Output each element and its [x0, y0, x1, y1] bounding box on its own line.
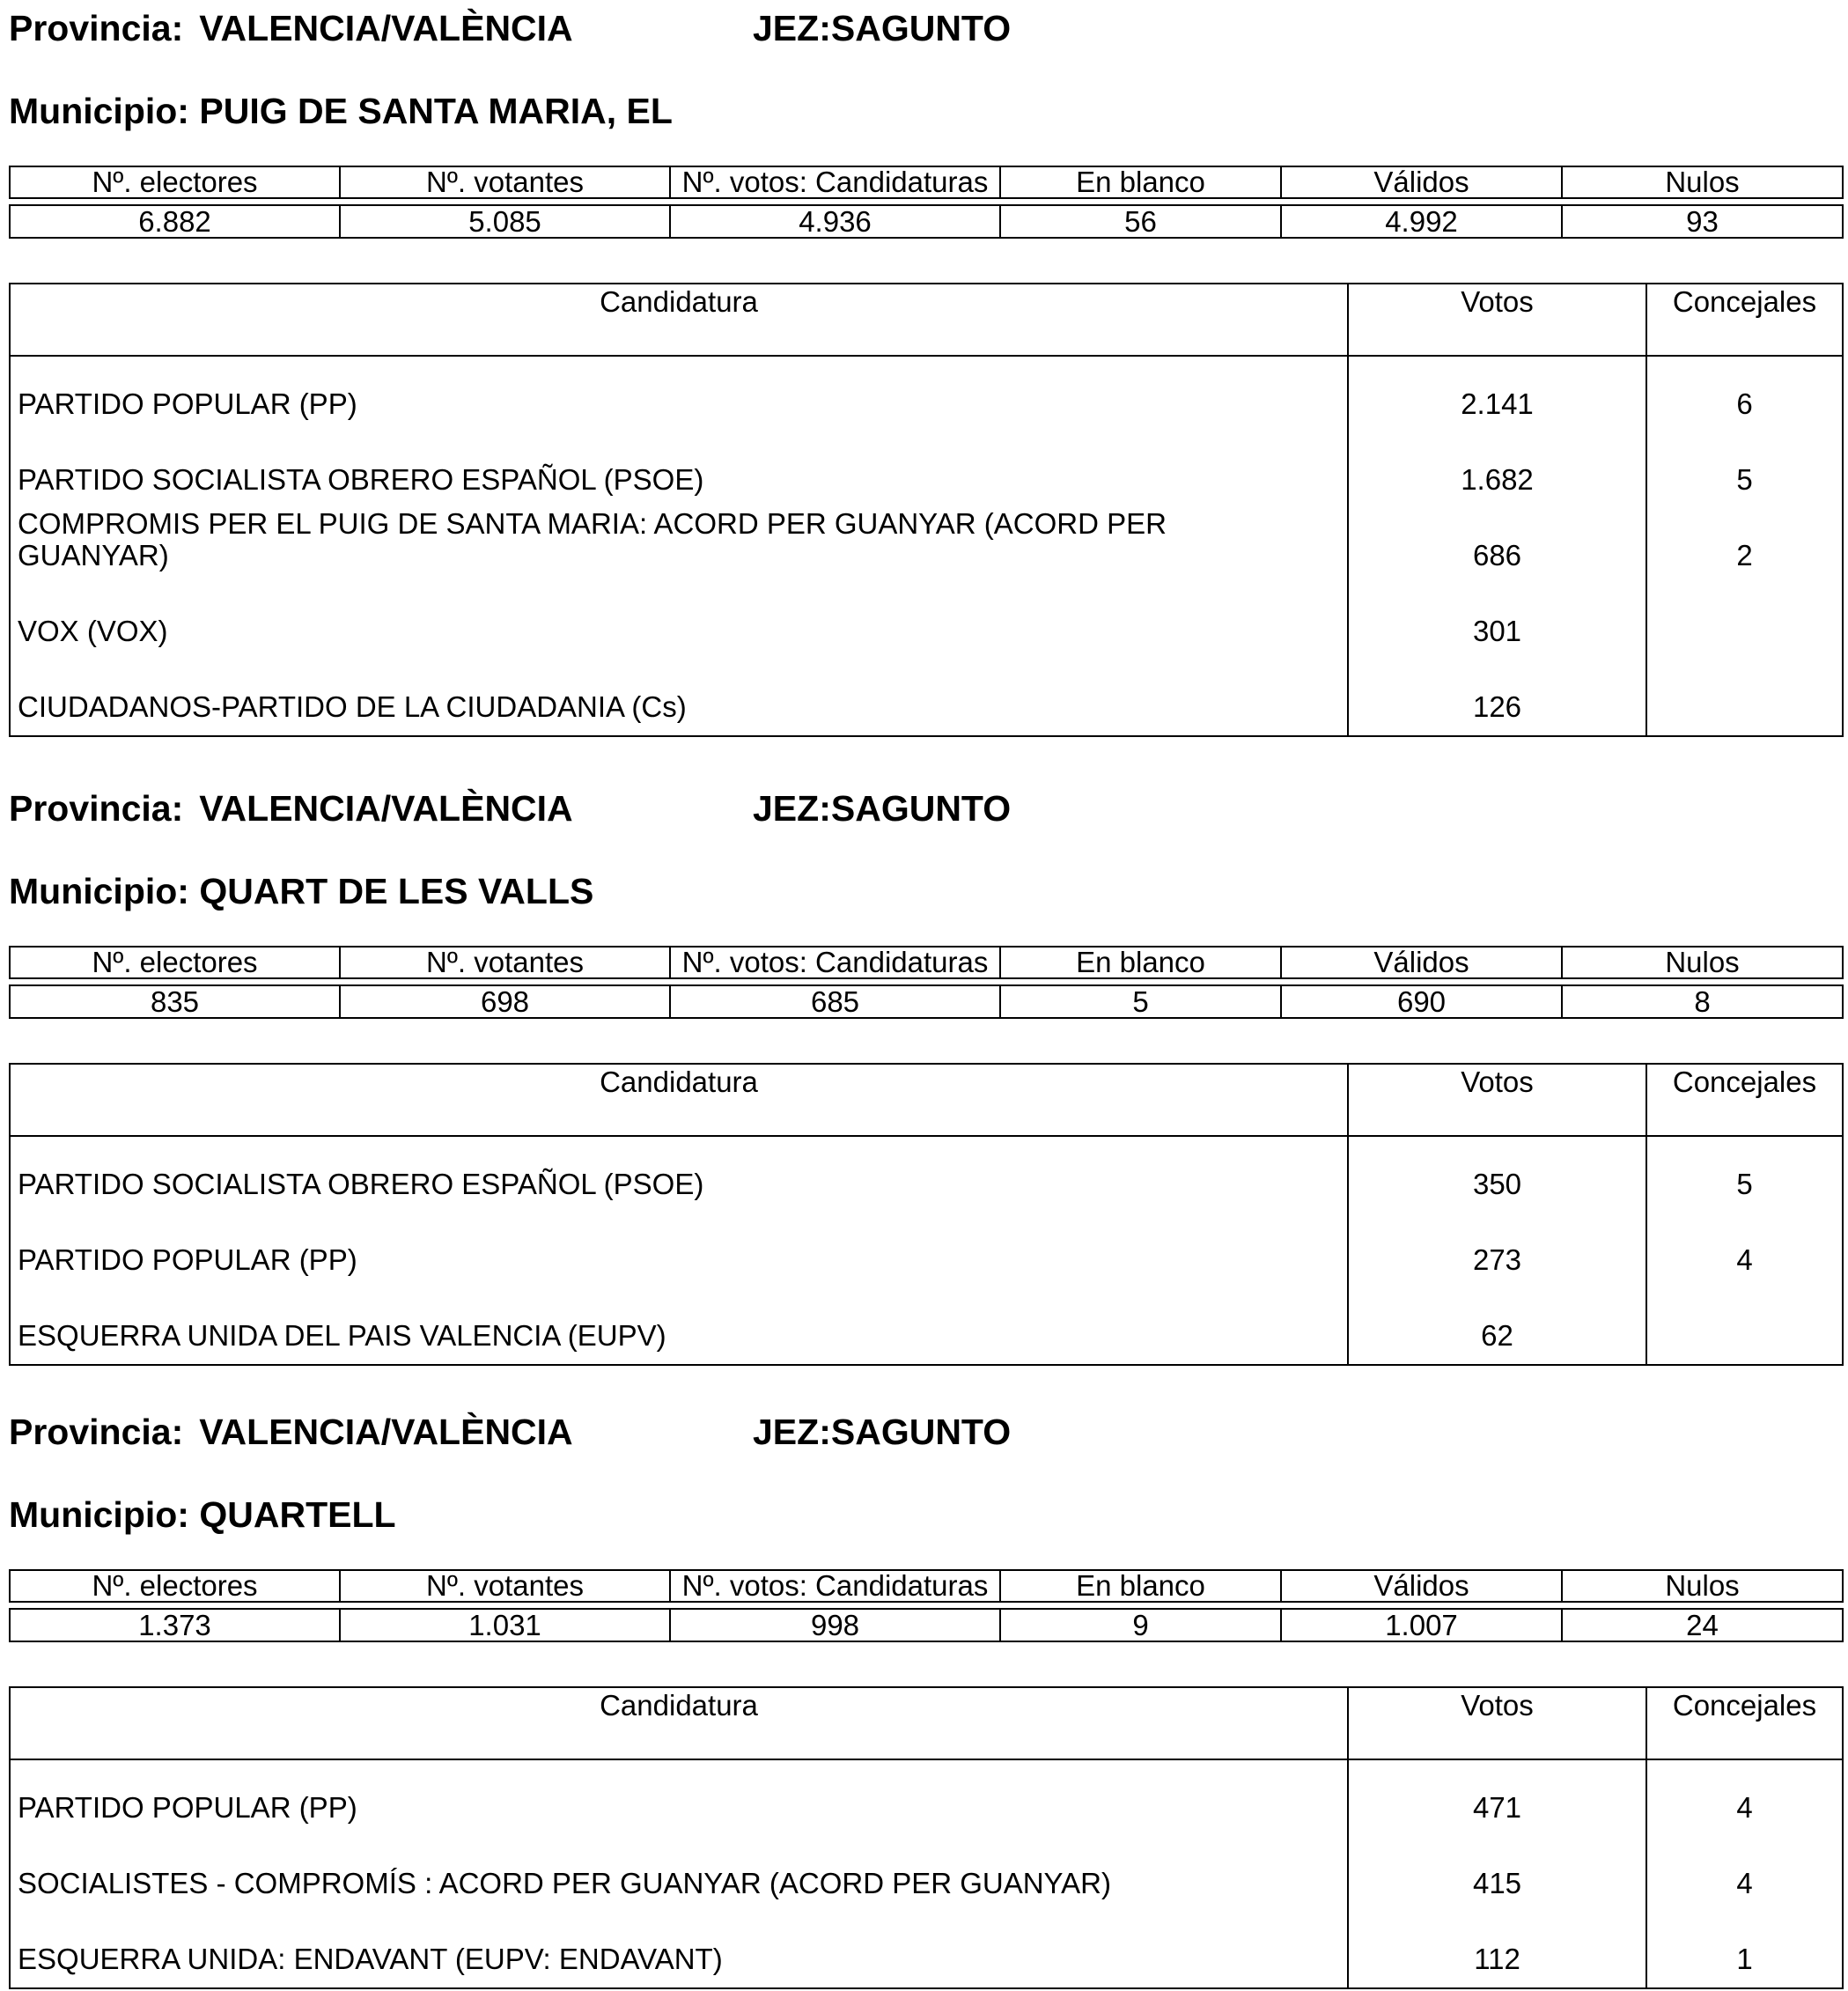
municipio-label: Municipio:	[9, 91, 189, 131]
municipio-value: QUARTELL	[199, 1494, 396, 1535]
jez-value: SAGUNTO	[830, 788, 1012, 829]
municipio-label: Municipio:	[9, 871, 189, 911]
candidatura-name: PARTIDO POPULAR (PP)	[18, 1243, 357, 1276]
summary-table	[9, 1569, 1844, 1642]
summary-header: Nº. votos: Candidaturas	[670, 166, 1000, 198]
jez-value: SAGUNTO	[830, 1412, 1012, 1452]
jez-line	[753, 7, 1011, 49]
summary-value: 24	[1562, 1609, 1843, 1641]
concejales-header: Concejales	[1672, 1066, 1817, 1098]
summary-value: 6.882	[10, 205, 340, 238]
summary-header-row	[10, 947, 1843, 978]
summary-header: Nº. votantes	[340, 947, 670, 978]
provincia-value: VALENCIA/VALÈNCIA	[199, 1412, 573, 1452]
provincia-line	[9, 1411, 573, 1453]
candidatura-row	[11, 508, 1842, 584]
summary-value: 998	[670, 1609, 1000, 1641]
summary-values-row	[10, 985, 1843, 1018]
summary-header: Nº. votos: Candidaturas	[670, 1570, 1000, 1602]
candidatura-row	[11, 1213, 1842, 1288]
jez-value: SAGUNTO	[830, 8, 1012, 48]
summary-table	[9, 946, 1844, 1019]
candidatura-row	[11, 357, 1842, 432]
candidatura-votos: 686	[1472, 539, 1522, 571]
summary-value: 685	[670, 985, 1000, 1018]
candidatura-header: Candidatura	[600, 285, 758, 318]
summary-header-row	[10, 166, 1843, 198]
jez-line	[753, 787, 1011, 830]
candidatura-row	[11, 660, 1842, 735]
municipio-line	[9, 90, 673, 132]
candidatura-name: PARTIDO SOCIALISTA OBRERO ESPAÑOL (PSOE)	[18, 1168, 704, 1200]
municipio-value: PUIG DE SANTA MARIA, EL	[199, 91, 673, 131]
candidaturas-table	[9, 1686, 1844, 1989]
summary-header: En blanco	[1000, 947, 1281, 978]
municipio-label: Municipio:	[9, 1494, 189, 1535]
concejales-header: Concejales	[1672, 285, 1817, 318]
candidatura-row	[11, 1288, 1842, 1364]
summary-header-row	[10, 1570, 1843, 1602]
summary-header: Nº. electores	[10, 166, 340, 198]
summary-header: Nulos	[1562, 166, 1843, 198]
candidatura-concejales: 1	[1736, 1943, 1753, 1975]
candidaturas-header	[11, 1065, 1842, 1137]
candidatura-name: PARTIDO POPULAR (PP)	[18, 387, 357, 420]
municipio-line	[9, 1493, 396, 1536]
summary-header: Nº. electores	[10, 947, 340, 978]
summary-header: Válidos	[1281, 947, 1562, 978]
candidatura-votos: 273	[1472, 1243, 1522, 1276]
candidaturas-header	[11, 1688, 1842, 1760]
summary-table	[9, 166, 1844, 239]
candidatura-concejales: 2	[1736, 539, 1753, 571]
candidatura-row	[11, 584, 1842, 660]
summary-header: Válidos	[1281, 1570, 1562, 1602]
summary-value: 93	[1562, 205, 1843, 238]
candidatura-row	[11, 432, 1842, 508]
candidatura-name: PARTIDO SOCIALISTA OBRERO ESPAÑOL (PSOE)	[18, 463, 704, 496]
candidatura-row	[11, 1760, 1842, 1836]
candidatura-header: Candidatura	[600, 1689, 758, 1722]
jez-label: JEZ:	[753, 8, 831, 48]
candidatura-name: PARTIDO POPULAR (PP)	[18, 1791, 357, 1824]
concejales-header: Concejales	[1672, 1689, 1817, 1722]
summary-header: Nulos	[1562, 947, 1843, 978]
provincia-label: Provincia:	[9, 8, 184, 48]
candidatura-concejales: 5	[1736, 1168, 1753, 1200]
votos-header: Votos	[1461, 1689, 1534, 1722]
candidatura-concejales: 5	[1736, 463, 1753, 496]
provincia-line	[9, 787, 573, 830]
summary-value: 56	[1000, 205, 1281, 238]
summary-value: 1.373	[10, 1609, 340, 1641]
candidaturas-table	[9, 1063, 1844, 1366]
municipio-line	[9, 870, 593, 912]
summary-header: En blanco	[1000, 1570, 1281, 1602]
summary-header: Nº. electores	[10, 1570, 340, 1602]
summary-header: Nº. votantes	[340, 166, 670, 198]
candidatura-votos: 471	[1472, 1791, 1522, 1824]
jez-label: JEZ:	[753, 1412, 831, 1452]
provincia-value: VALENCIA/VALÈNCIA	[199, 788, 573, 829]
summary-value: 8	[1562, 985, 1843, 1018]
summary-value: 698	[340, 985, 670, 1018]
votos-header: Votos	[1461, 1066, 1534, 1098]
candidatura-name: VOX (VOX)	[18, 615, 168, 647]
summary-header: Válidos	[1281, 166, 1562, 198]
candidatura-concejales: 6	[1736, 387, 1753, 420]
summary-value: 690	[1281, 985, 1562, 1018]
summary-values-row	[10, 1609, 1843, 1641]
candidatura-header: Candidatura	[600, 1066, 758, 1098]
candidatura-row	[11, 1836, 1842, 1912]
candidatura-votos: 62	[1481, 1319, 1513, 1352]
candidatura-concejales: 4	[1736, 1867, 1753, 1899]
summary-header: En blanco	[1000, 166, 1281, 198]
provincia-value: VALENCIA/VALÈNCIA	[199, 8, 573, 48]
jez-line	[753, 1411, 1011, 1453]
candidatura-votos: 415	[1472, 1867, 1522, 1899]
candidatura-row	[11, 1912, 1842, 1987]
summary-value: 9	[1000, 1609, 1281, 1641]
candidatura-votos: 301	[1472, 615, 1522, 647]
candidaturas-table	[9, 283, 1844, 737]
candidatura-name: COMPROMIS PER EL PUIG DE SANTA MARIA: ACORD PER GUANYAR (ACORD PER GUANYAR)	[18, 507, 1167, 571]
summary-value: 4.992	[1281, 205, 1562, 238]
candidatura-votos: 2.141	[1461, 387, 1534, 420]
candidatura-name: CIUDADANOS-PARTIDO DE LA CIUDADANIA (Cs)	[18, 690, 687, 723]
votos-header: Votos	[1461, 285, 1534, 318]
candidatura-votos: 350	[1472, 1168, 1522, 1200]
candidatura-concejales: 4	[1736, 1791, 1753, 1824]
provincia-label: Provincia:	[9, 1412, 184, 1452]
summary-value: 835	[10, 985, 340, 1018]
provincia-label: Provincia:	[9, 788, 184, 829]
summary-header: Nulos	[1562, 1570, 1843, 1602]
provincia-line	[9, 7, 573, 49]
candidatura-name: ESQUERRA UNIDA DEL PAIS VALENCIA (EUPV)	[18, 1319, 666, 1352]
summary-value: 5	[1000, 985, 1281, 1018]
summary-header: Nº. votos: Candidaturas	[670, 947, 1000, 978]
summary-value: 5.085	[340, 205, 670, 238]
summary-value: 1.007	[1281, 1609, 1562, 1641]
municipio-value: QUART DE LES VALLS	[199, 871, 594, 911]
candidatura-name: SOCIALISTES - COMPROMÍS : ACORD PER GUANYAR (ACORD PER GUANYAR)	[18, 1867, 1111, 1899]
summary-value: 4.936	[670, 205, 1000, 238]
jez-label: JEZ:	[753, 788, 831, 829]
candidatura-votos: 112	[1474, 1943, 1520, 1975]
summary-value: 1.031	[340, 1609, 670, 1641]
candidatura-votos: 1.682	[1461, 463, 1534, 496]
candidatura-concejales: 4	[1736, 1243, 1753, 1276]
candidaturas-header	[11, 284, 1842, 357]
candidatura-votos: 126	[1472, 690, 1522, 723]
summary-header: Nº. votantes	[340, 1570, 670, 1602]
candidatura-name: ESQUERRA UNIDA: ENDAVANT (EUPV: ENDAVANT)	[18, 1943, 723, 1975]
candidatura-row	[11, 1137, 1842, 1213]
summary-values-row	[10, 205, 1843, 238]
